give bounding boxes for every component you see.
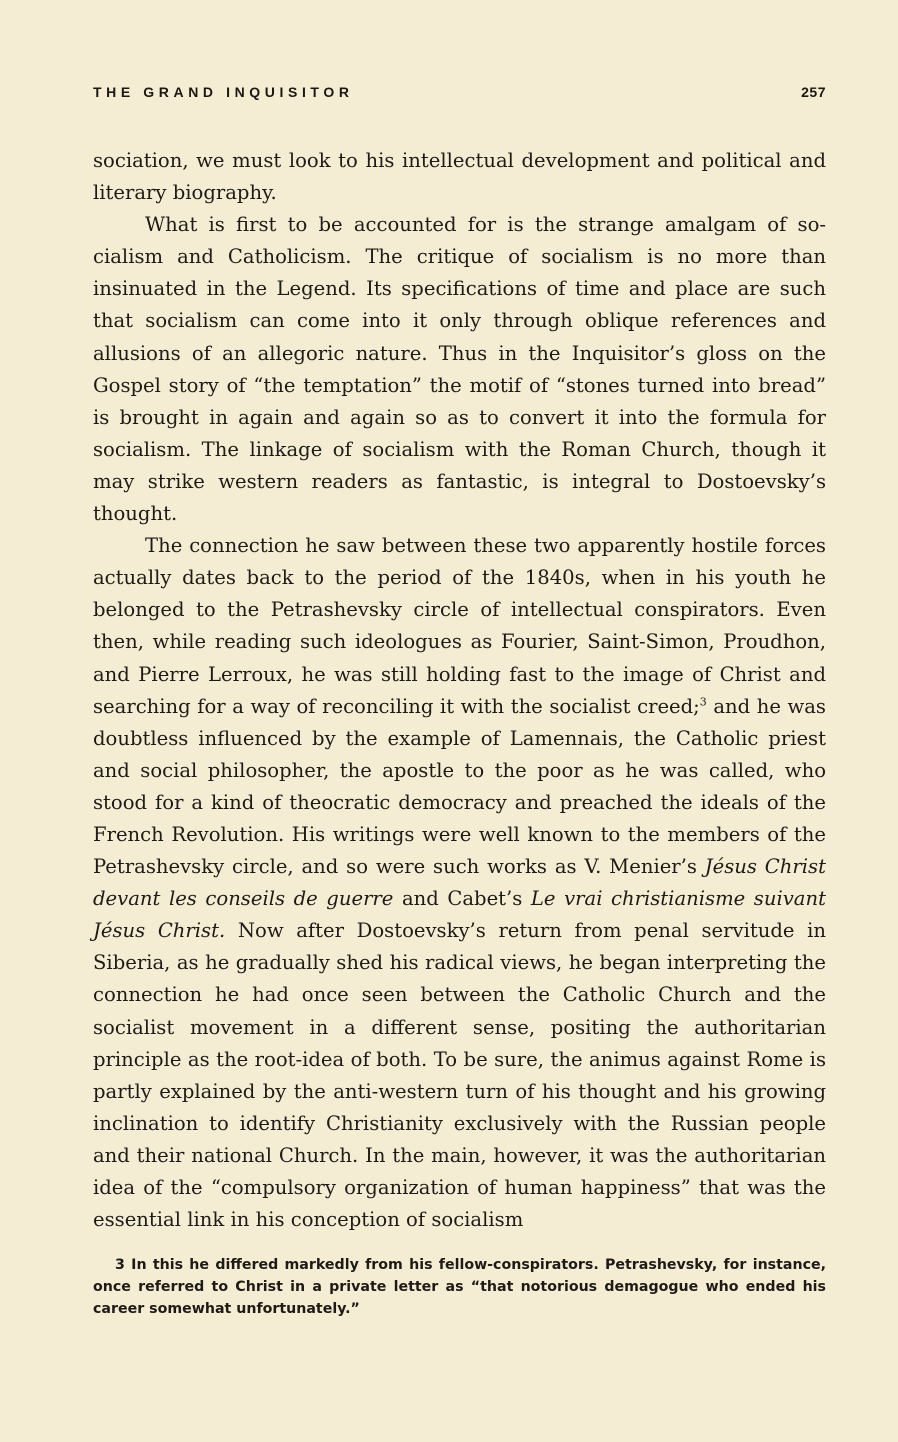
running-head [93, 84, 826, 112]
footnote-reference: 3 [699, 695, 707, 709]
running-head-title: THE GRAND INQUISITOR [93, 84, 354, 100]
body-text [93, 145, 826, 1236]
page-number: 257 [801, 84, 826, 100]
paragraph-1: sociation, we must look to his intellectual development and political and literary biography. [93, 149, 826, 205]
book-title-menier: Jésus Christ devant les conseils de guerre [93, 855, 826, 911]
footnote-3: 3 In this he differed markedly from his fellow-conspirators. Petrashevsky, for instance, once referred to Christ in a private letter as “that notorious demagogue who ended his career somewhat unfortunately.” [93, 1257, 826, 1318]
footnotes [93, 1254, 826, 1320]
book-page [93, 84, 826, 1320]
paragraph-3-part-a: The connection he saw between these two apparently hostile forces actually dates back to the period of the 1840s, when in his youth he belonged to the Petrashevsky circle of intellectual conspirators. Even then, while reading such ideologues as Fourier, Saint-Simon, Proudhon, and Pierre Lerroux, he was still holding fast to the image of Christ and searching for a way of reconciling it with the socialist creed; [93, 534, 826, 718]
paragraph-3 [93, 530, 826, 1236]
paragraph-2: What is first to be accounted for is the strange amalgam of socialism and Catholicism. The critique of socialism is no more than insinuated in the Legend. Its specifications of time and place are such that socialism can come into it only through oblique references and allusions of an allegoric nature. Thus in the Inquisitor’s gloss on the Gospel story of “the temptation” the motif of “stones turned into bread” is brought in again and again so as to convert it into the formula for socialism. The linkage of socialism with the Roman Church, though it may strike western readers as fantastic, is integral to Dostoevsky’s thought. [93, 213, 826, 526]
paragraph-3-part-c: and Cabet’s [393, 887, 531, 911]
paragraph-3-part-b: and he was doubtless influenced by the example of Lamennais, the Catholic priest and social philosopher, the apostle to the poor as he was called, who stood for a kind of theocratic democracy and preached the ideals of the French Revolution. His writings were well known to the members of the Petrashevsky circle, and so were such works as V. Menier’s [93, 694, 826, 879]
book-title-cabet: Le vrai christianisme suivant Jésus Christ. [93, 887, 826, 943]
paragraph-3-part-d: Now after Dostoevsky’s return from penal servitude in Siberia, as he gradually shed his radical views, he began interpreting the connection he had once seen between the Catholic Church and the socialist movement in a different sense, positing the authoritarian principle as the root-idea of both. To be sure, the animus against Rome is partly explained by the anti-western turn of his thought and his growing inclination to identify Christianity exclusively with the Russian people and their national Church. In the main, however, it was the authoritarian idea of the “compulsory organization of human happiness” that was the essential link in his conception of socialism [93, 919, 827, 1232]
